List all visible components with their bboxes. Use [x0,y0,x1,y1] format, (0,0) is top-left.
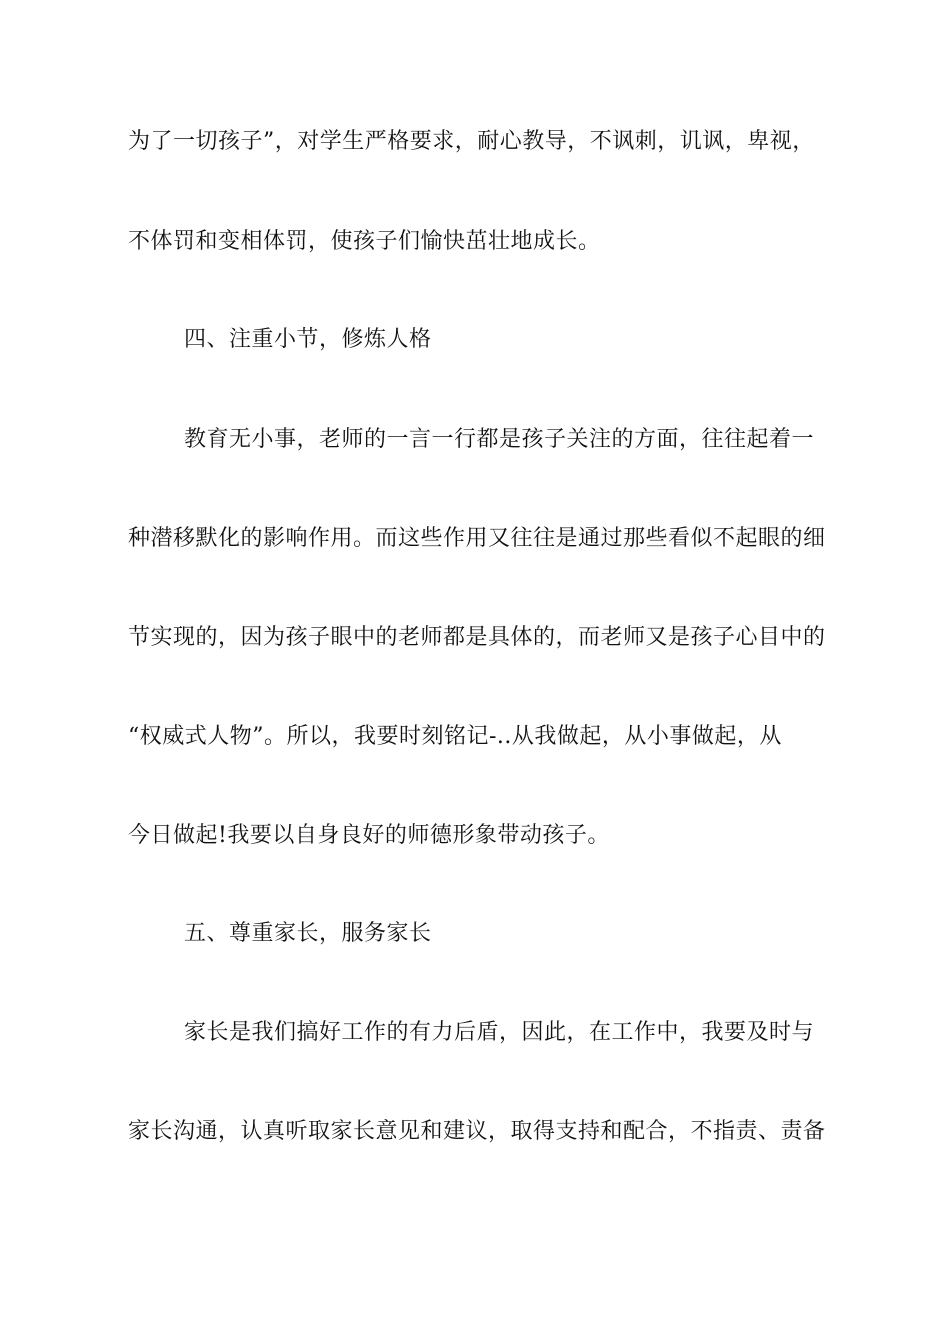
paragraph-line: 家长是我们搞好工作的有力后盾，因此，在工作中，我要及时与 [184,1020,815,1045]
section-heading-4: 四、注重小节，修炼人格 [184,327,432,352]
paragraph-line: 教育无小事，老师的一言一行都是孩子关注的方面，往往起着一 [184,427,815,452]
paragraph-line: 种潜移默化的影响作用。而这些作用又往往是通过那些看似不起眼的细 [128,526,826,551]
paragraph-line: 节实现的，因为孩子眼中的老师都是具体的，而老师又是孩子心目中的 [128,625,826,650]
paragraph-line: 家长沟通，认真听取家长意见和建议，取得支持和配合，不指责、责备 [128,1119,826,1144]
section-heading-5: 五、尊重家长，服务家长 [184,921,432,946]
paragraph-line: 今日做起!我要以自身良好的师德形象带动孩子。 [128,823,610,848]
paragraph-line: “权威式人物”。所以，我要时刻铭记-..从我做起，从小事做起，从 [128,724,782,749]
paragraph-line: 不体罚和变相体罚，使孩子们愉快茁壮地成长。 [128,229,601,254]
paragraph-line: 为了一切孩子”，对学生严格要求，耐心教导，不讽刺，讥讽，卑视， [128,129,815,154]
